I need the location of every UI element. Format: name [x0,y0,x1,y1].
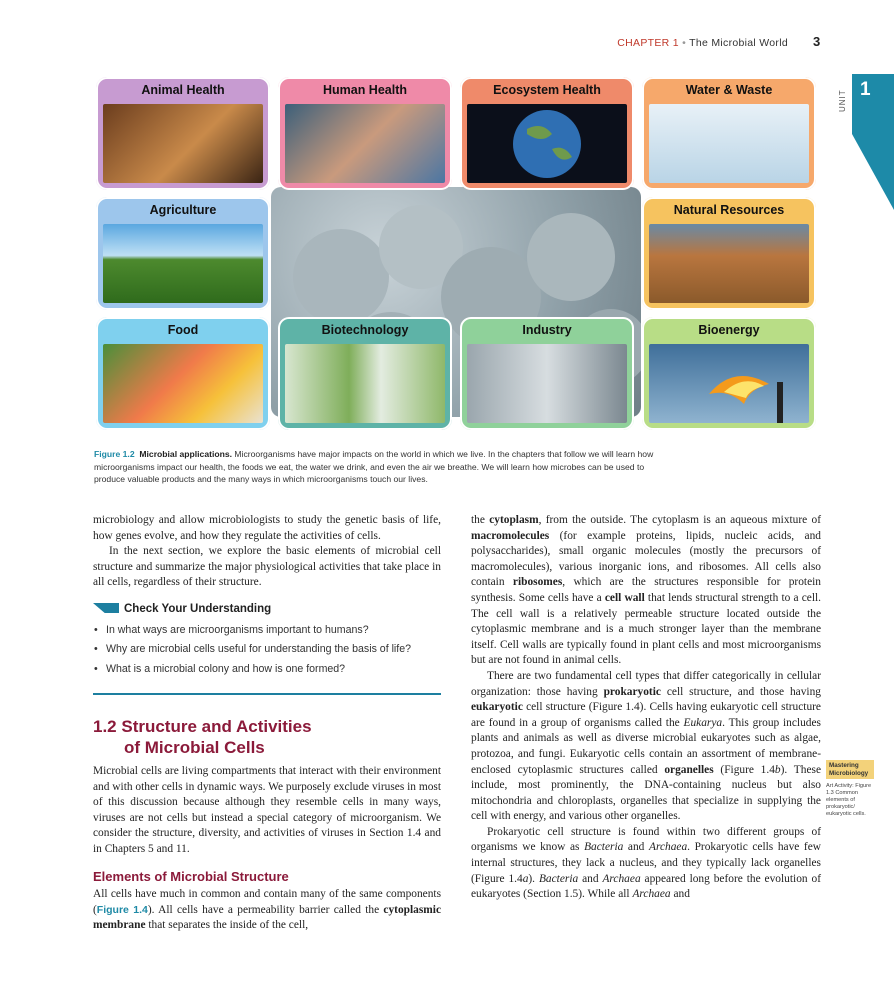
panel-title: Water & Waste [685,83,773,97]
panel-food [96,317,270,430]
list-item: • What is a microbial colony and how is one formed? [93,662,441,676]
term: organelles [664,763,714,776]
term: ribosomes [512,576,563,589]
chapter-title: The Microbial World [689,37,788,49]
figure-link[interactable]: Figure 1.4 [96,903,148,916]
panel-bioenergy [642,317,816,430]
running-head [617,37,788,49]
people-photo-icon [285,104,445,183]
text-run: that separates the inside of the cell, [145,919,309,932]
section-title-line: of Microbial Cells [124,738,265,757]
panel-title: Biotechnology [321,323,409,337]
italic-term: Archaea [648,841,688,854]
section-title [93,716,312,758]
figure-microbial-applications [96,77,818,439]
text-run: appeared long before the evolution of eukaryotes (Section 1.5). While all [471,872,821,901]
text-run: that lends structural strength to a cell. The cell wall is a relatively permeable structure located outside the cytoplasmic membrane and is a much stronger layer than the membrane itself. Cell walls are typically found in plant cells and most microorganisms but are not found in animal cells. [471,591,822,667]
text-run: the [471,514,490,526]
page-number: 3 [813,34,821,49]
left-column-elements [93,887,441,934]
paragraph [471,825,821,903]
italic-term: Archaea [602,872,641,885]
text-run: , from the outside. The cytoplasm is an aqueous mixture of [538,514,821,526]
panel-title: Industry [522,323,572,337]
term: cytoplasmic membrane [93,903,441,932]
mine-photo-icon [649,224,809,303]
text-run: and [578,872,603,885]
subsection-heading: Elements of Microbial Structure [93,869,289,884]
water-photo-icon [649,104,809,183]
paragraph: microbiology and allow microbiologists to study the genetic basis of life, how genes evolve, and how they regulate the activities of cells. [93,514,441,542]
list-item: • Why are microbial cells useful for understanding the basis of life? [93,642,441,656]
term: eukaryotic [471,701,523,714]
panel-ecosystem-health [460,77,634,190]
term: macromolecules [471,529,550,542]
panel-title: Bioenergy [698,323,760,337]
text-run: and [670,888,690,901]
figure-label: Figure 1.2 [94,449,135,459]
italic-term: Bacteria [538,872,579,885]
unit-number: 1 [860,79,871,100]
lab-photo-icon [285,344,445,423]
italic-term: a [522,872,529,885]
cyu-title-text: Check Your Understanding [124,603,272,615]
caption-text: Microorganisms have major impacts on the world in which we live. In the chapters that follow we will learn how microorganisms impact our health, the foods we eat, the water we drink, and even the air we breathe. We will learn how microbes can be used to produce valuable products and the many ways in which microorganisms touch our lives. [94,449,654,485]
panel-title: Food [167,323,199,337]
panel-industry [460,317,634,430]
text-run: There are two fundamental cell types that differ categorically in cellular organization: those having [471,669,821,698]
earth-photo-icon [467,104,627,183]
list-item: • In what ways are microorganisms important to humans? [93,623,441,637]
italic-term: Eukarya [683,716,723,729]
panel-title: Human Health [322,83,408,97]
term: cytoplasm [489,514,539,526]
left-column-intro [93,513,441,591]
panel-natural-resources [642,197,816,310]
panel-animal-health [96,77,270,190]
panel-biotechnology [278,317,452,430]
dog-photo-icon [103,104,263,183]
paragraph [471,513,821,669]
italic-term: b [774,763,781,776]
panel-title: Animal Health [141,83,225,97]
text-run: , which are the structures responsible for protein synthesis. Some cells have a [471,576,821,604]
paragraph: In the next section, we explore the basic elements of microbial cell structure and summarize the major physiological activities that take place in all cells, regardless of their structure. [93,545,441,589]
text-run: cell structure, and those having [660,685,821,698]
food-photo-icon [103,344,263,423]
term: cell wall [604,591,645,604]
chapter-label: CHAPTER 1 [617,37,679,49]
unit-tab [852,74,894,210]
italic-term: Archaea [632,888,671,901]
text-run: and [623,841,649,854]
text-run: ). All cells have a permeability barrier called the [147,903,384,916]
text-run: (Figure 1.4 [713,763,775,776]
italic-term: Bacteria [584,841,624,854]
unit-label: UNIT [838,89,847,112]
flame-photo-icon [649,344,809,423]
right-column [471,513,821,903]
panel-water-waste [642,77,816,190]
text-run: cell structure (Figure 1.4). Cells having eukaryotic cell structure are found in a group of organisms called the [471,701,821,729]
field-photo-icon [103,224,263,303]
art-activity-note: Art Activity: Figure 1.3 Common elements of prokaryotic/ eukaryotic cells. [826,783,872,817]
panel-agriculture [96,197,270,310]
check-your-understanding-heading [93,603,271,615]
text-run: Prokaryotic cell structure is found within two different groups of organisms we know as [471,825,821,854]
mastering-microbiology-sidebar[interactable] [826,760,874,818]
text-run: All cells have much in common and contain many of the same components ( [93,888,441,916]
panel-title: Agriculture [149,203,217,217]
panel-human-health [278,77,452,190]
section-title-line: 1.2 Structure and Activities [93,717,312,736]
paragraph: Microbial cells are living compartments that interact with their environment and with other cells in dynamic ways. We purposely exclude viruses in most of this discussion because although they resemble cells in many ways, viruses are not cells but instead a special category of microorganism. We consider the structure, diversity, and activities of viruses in Section 1.4 and in Chapters 5 and 11. [93,765,441,855]
separator: • [682,37,687,49]
panel-title: Ecosystem Health [493,83,601,97]
text-run: (for example proteins, lipids, nucleic acids, and polysaccharides), small organic molecules (mostly the precursors of macromolecules), various inorganic ions, and ribosomes. All cells also contain [471,529,821,589]
text-run: ). These include, most prominently, the DNA-containing nucleus but also mitochondria and chloroplasts, organelles that specialize in supplying the cell with energy, and various other organelles. [471,763,821,823]
mastering-badge[interactable]: Mastering Microbiology [826,760,874,779]
check-your-understanding-list [93,623,441,681]
text-run: ). [528,872,539,885]
panel-title: Natural Resources [673,203,785,217]
divider [93,693,441,695]
text-run: . Prokaryotic cells have few internal structures, they lack a nucleus, and they typically lack organelles (Figure 1.4 [471,841,821,885]
text-run: . This group includes plants and animals as well as diverse microbial eukaryotes such as algae, protozoa, and fungi. Eukaryotic cells contain an assortment of membrane-enclosed cytoplasmic structures called [471,716,821,776]
left-column-section [93,764,441,858]
paragraph [93,887,441,934]
term: prokaryotic [603,685,661,698]
factory-photo-icon [467,344,627,423]
caption-heading: Microbial applications. [139,449,233,459]
flag-icon [93,603,119,613]
figure-caption [94,448,669,486]
paragraph [471,669,821,825]
